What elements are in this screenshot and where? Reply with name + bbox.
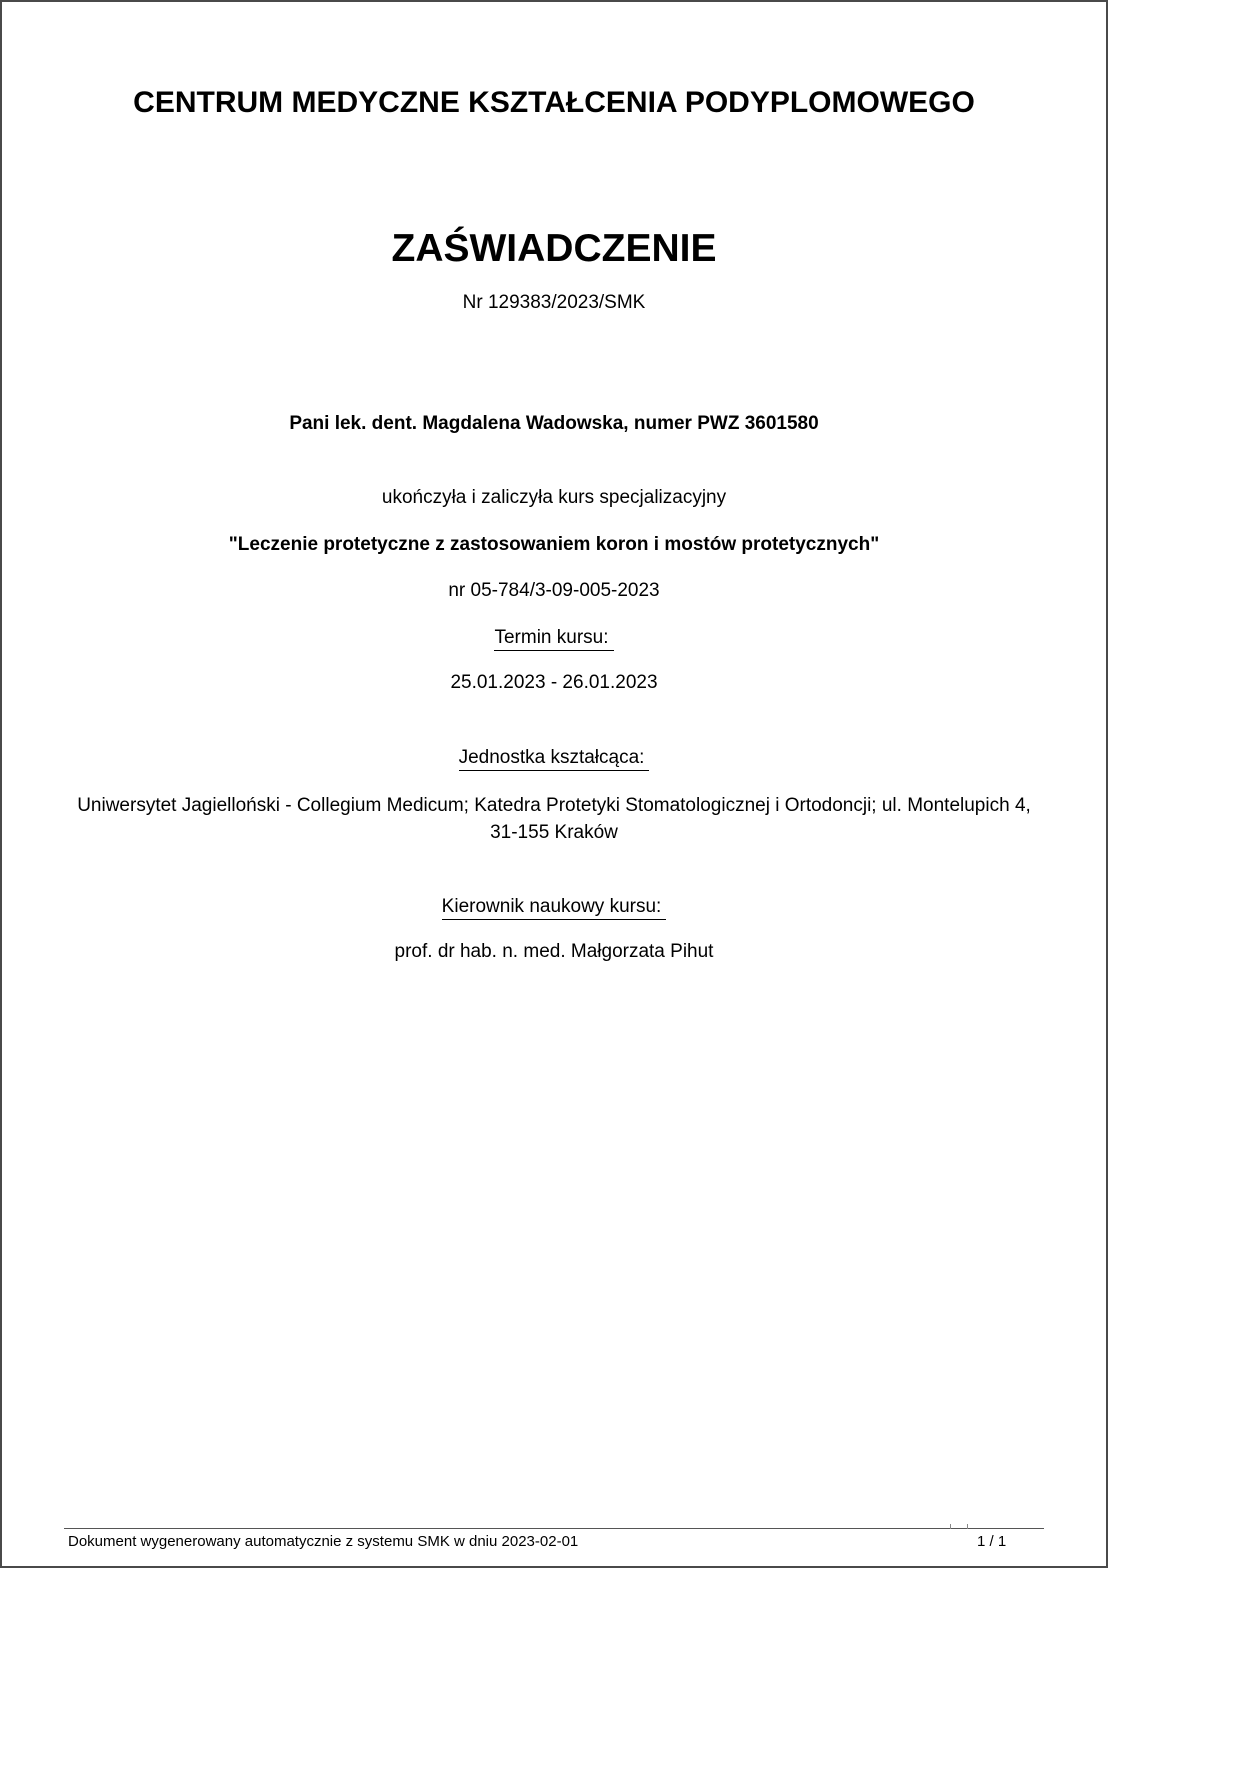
footer-page-number: 1 / 1 xyxy=(977,1533,1007,1550)
footer-divider-tick xyxy=(967,1524,968,1529)
recipient-line: Pani lek. dent. Magdalena Wadowska, numer PWZ 3601580 xyxy=(289,413,819,434)
unit-label xyxy=(2,746,1106,771)
footer-divider xyxy=(64,1528,1044,1529)
footer-generated-text: Dokument wygenerowany automatycznie z systemu SMK w dniu 2023-02-01 xyxy=(68,1533,579,1550)
term-label-text: Termin kursu: xyxy=(494,626,613,651)
term-value: 25.01.2023 - 26.01.2023 xyxy=(450,672,658,693)
director-label-text: Kierownik naukowy kursu: xyxy=(442,895,667,920)
document-number: Nr 129383/2023/SMK xyxy=(462,292,646,313)
institution-header: CENTRUM MEDYCZNE KSZTAŁCENIA PODYPLOMOWEGO xyxy=(133,86,975,119)
footer-divider-tick xyxy=(950,1524,951,1529)
unit-label-text: Jednostka kształcąca: xyxy=(459,746,650,771)
completion-statement: ukończyła i zaliczyła kurs specjalizacyjny xyxy=(381,487,727,508)
term-label xyxy=(2,626,1106,651)
course-number: nr 05-784/3-09-005-2023 xyxy=(448,580,660,601)
document-title: ZAŚWIADCZENIE xyxy=(391,227,717,270)
unit-value: Uniwersytet Jagielloński - Collegium Medicum; Katedra Protetyki Stomatologicznej i Ortodoncji; ul. Montelupich 4, 31-155 Kraków xyxy=(77,795,1031,843)
director-value: prof. dr hab. n. med. Małgorzata Pihut xyxy=(394,941,714,962)
course-name: "Leczenie protetyczne z zastosowaniem koron i mostów protetycznych" xyxy=(228,534,880,555)
director-label xyxy=(2,895,1106,920)
